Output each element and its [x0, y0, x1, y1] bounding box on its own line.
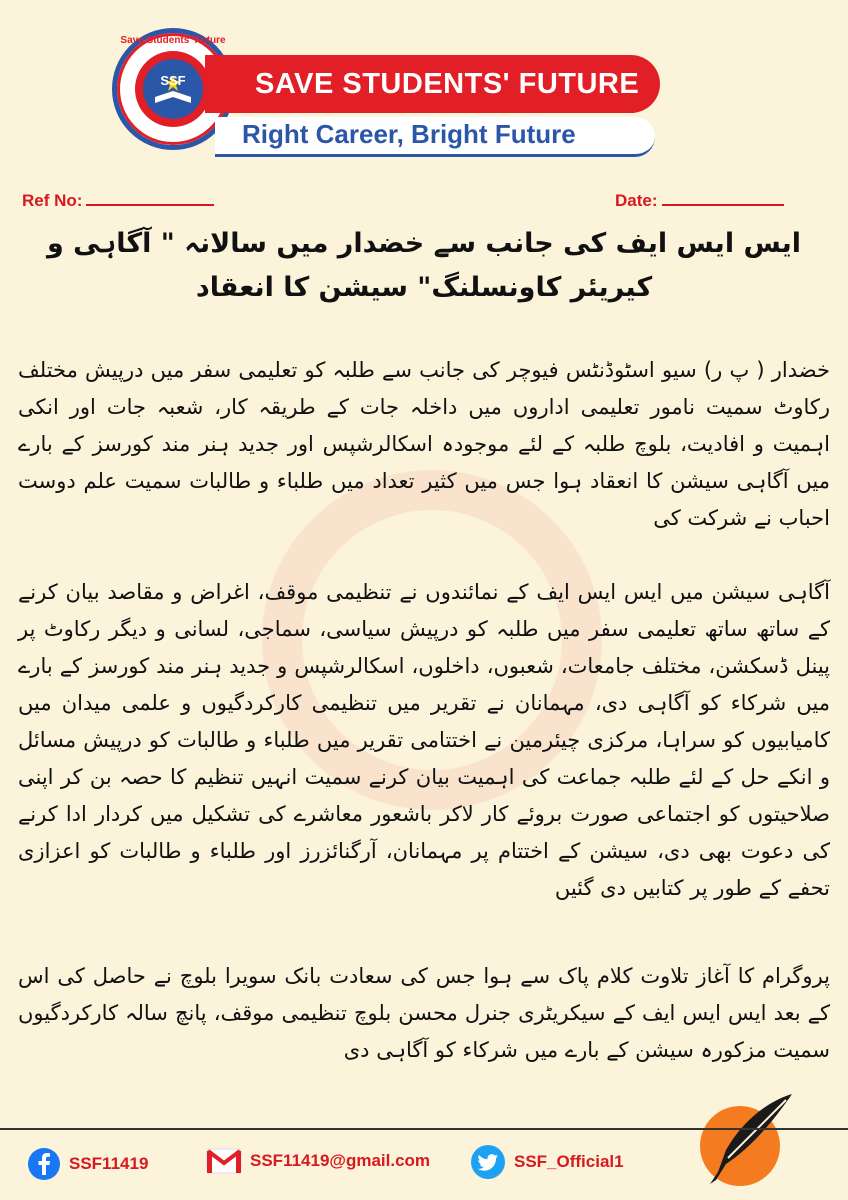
twitter-handle: SSF_Official1	[514, 1152, 624, 1171]
article-paragraph-3: پروگرام کا آغاز تلاوت کلام پاک سے ہوا جس کی سعادت بانک سویرا بلوچ نے حاصل کی اس کے بعد ایس ایس ایف کے سیکریٹری جنرل محسن بلوچ تنظیمی موقف، پانچ سالہ کارکردگیوں سمیت مزکورہ سیشن کے بارے میں شرکاء کو آگاہی دی	[18, 964, 830, 1062]
ref-no-blank	[86, 194, 214, 206]
tagline: Right Career, Bright Future	[242, 119, 576, 149]
article-headline: ایس ایس ایف کی جانب سے خضدار میں سالانہ " آگاہی و کیریئر کاونسلنگ" سیشن کا انعقاد	[46, 228, 802, 303]
ref-no-label: Ref No:	[22, 191, 83, 210]
quill-icon	[696, 1088, 800, 1192]
facebook-icon	[27, 1147, 61, 1181]
twitter-icon	[470, 1144, 506, 1180]
date-field	[615, 191, 784, 211]
email-contact[interactable]	[206, 1147, 430, 1175]
gmail-icon	[206, 1147, 242, 1175]
book-icon	[135, 51, 211, 127]
logo-center-text: SSF	[160, 73, 186, 88]
banner-title: SAVE STUDENTS' FUTURE	[255, 67, 640, 100]
header-banner	[205, 55, 660, 113]
date-label: Date:	[615, 191, 658, 210]
footer	[0, 1136, 700, 1192]
email-address: SSF11419@gmail.com	[250, 1151, 431, 1170]
date-blank	[662, 194, 784, 206]
article-paragraph-2: آگاہی سیشن میں ایس ایس ایف کے نمائندوں نے تنظیمی موقف، اغراض و مقاصد بیان کرنے کے ساتھ ساتھ تعلیمی سفر میں طلبہ کو درپیش سیاسی، سماجی، لسانی و دیگر رکاوٹ پر پینل ڈسکشن، مختلف جامعات، شعبوں، داخلوں، اسکالرشپس و جدید ہنر مند کورسز کے بارے میں شرکاء کو آگاہی دی، مہمانان نے تقریر میں تنظیمی کارکردگیوں و علمی میدان میں کامیابیوں کو سراہا، مرکزی چیئرمین نے اختتامی تقریر میں طلباء و طالبات کو درپیش مسائل و انکے حل کے لئے طلبہ جماعت کی اہمیت بیان کرنے سمیت انہیں تنظیم کا حصہ بن کر اپنی صلاحیتوں کو اجتماعی صورت بروئے کار لاکر باشعور معاشرے کی تشکیل میں کردار ادا کرنے کی دعوت بھی دی، سیشن کے اختتام پر مہمانان، آرگنائزرز اور طلباء و طالبات کو اعزازی تحفے کے طور پر کتابیں دی گئیں	[18, 580, 830, 900]
facebook-handle: SSF11419	[69, 1154, 149, 1173]
footer-divider	[0, 1128, 848, 1130]
article-paragraph-1: خضدار ( پ ر) سیو اسٹوڈنٹس فیوچر کی جانب سے طلبہ کو تعلیمی سفر میں درپیش مختلف رکاوٹ سمیت نامور تعلیمی اداروں میں داخلہ جات کے طریقہ کار، شعبہ جات اور انکی اہمیت و افادیت، بلوچ طلبہ کے لئے موجودہ اسکالرشپس اور جدید ہنر مند کورسز کے بارے میں آگاہی سیشن کا انعقاد ہوا جس میں کثیر تعداد میں طلباء و طالبات سمیت علم دوست احباب نے شرکت کی	[18, 358, 830, 530]
facebook-contact[interactable]	[27, 1147, 148, 1181]
twitter-contact[interactable]	[470, 1144, 624, 1180]
logo-badge	[135, 51, 211, 127]
ref-no-field	[22, 191, 214, 211]
logo-ring-text: Save Students' Future	[120, 35, 226, 46]
